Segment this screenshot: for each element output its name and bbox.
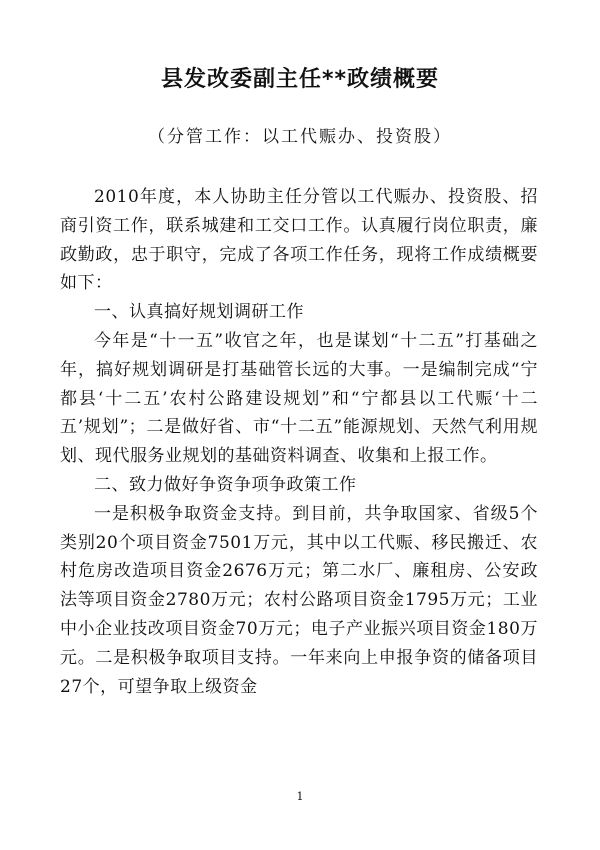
funding-paragraph: 一是积极争取资金支持。到目前，共争取国家、省级5个类别20个项目资金7501万元，其中以工代赈、移民搬迁、农村危房改造项目资金2676万元；第二水厂、廉租房、公安政法等项目资金2780万元；农村公路项目资金1795万元；工业中小企业技改项目资金70万元；电子产业振兴项目资金180万元。二是积极争取项目支持。一年来向上申报争资的储备项目27个，可望争取上级资金 [60, 503, 538, 697]
section-heading-funding: 二、致力做好争资争项争政策工作 [94, 474, 357, 495]
page-number: 1 [296, 790, 304, 803]
document-subtitle: （分管工作：以工代赈办、投资股） [148, 127, 452, 147]
document-body [60, 183, 538, 701]
document-title: 县发改委副主任**政绩概要 [160, 67, 439, 92]
intro-paragraph: 2010年度，本人协助主任分管以工代赈办、投资股、招商引资工作，联系城建和工交口工作。认真履行岗位职责，廉政勤政，忠于职守，完成了各项工作任务，现将工作成绩概要如下： [60, 187, 538, 294]
planning-paragraph: 今年是“十一五”收官之年，也是谋划“十二五”打基础之年，搞好规划调研是打基础管长远的大事。一是编制完成“宁都县‘十二五’农村公路建设规划”和“宁都县以工代赈‘十二五’规划”；二是做好省、市“十二五”能源规划、天然气利用规划、现代服务业规划的基础资料调查、收集和上报工作。 [60, 330, 538, 467]
section-heading-planning: 一、认真搞好规划调研工作 [94, 302, 304, 323]
